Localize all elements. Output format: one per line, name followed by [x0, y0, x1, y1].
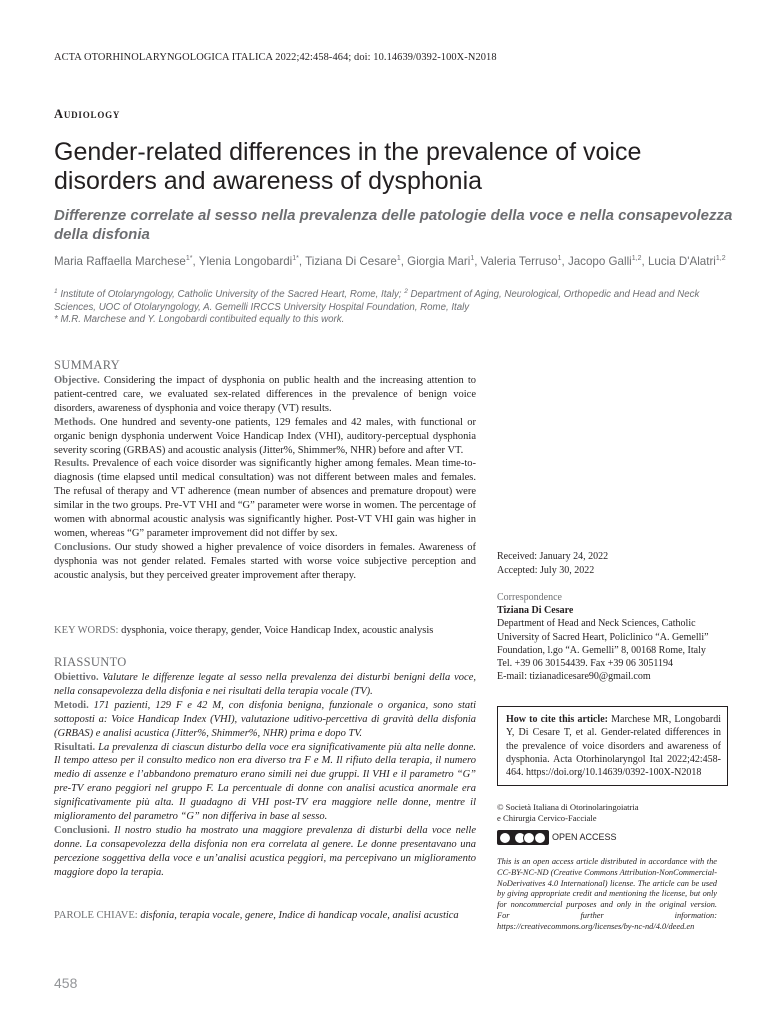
- summary-body: Objective. Considering the impact of dysphonia on public health and the increasing attention to patient-centred care, we evaluated sex-related differences in the prevalence of benign voice disorders, awareness of dysphonia and voice therapy (VT) results. Methods. One hundred and seventy-one patients, 129 females and 42 males, with functional or organic benign dysphonia underwent Voice Handicap Index (VHI), auditory-perceptual dysphonia severity scoring (GRBAS) and acoustic analysis (Jitter%, Shimmer%, NHR) before and after VT. Results. Prevalence of each voice disorder was significantly higher among females. Mean time-to-diagnosis (time elapsed until medical consultation) was not different between males and females. The refusal of therapy and VT adherence (mean number of absences and premature dropout) were similar in the two groups. Pre-VT VHI and “G” parameter were worse in women. The percentage of women with abnormal acoustic analysis was significantly higher. Post-VT VHI gain was higher in women, whereas “G” parameter improvement did not differ by sex. Conclusions. Our study showed a higher prevalence of voice disorders in females. Awareness of dysphonia was not gender related. Females started with worse voice subjective perception and acoustic analysis, but they perceived greater improvement after therapy.: [54, 375, 476, 581]
- author: Ylenia Longobardi$^{1*}$,: [198, 254, 306, 268]
- how-to-cite-box: How to cite this article: Marchese MR, Longobardi Y, Di Cesare T, et al. Gender-related differences in the prevalence of voice disorders and awareness of dysphonia. Acta Otorhinolaryngol Ital 2022;42:458-464. https://doi.org/10.14639/0392-100X-N2018: [497, 706, 728, 786]
- section-label: Audiology: [54, 107, 121, 121]
- riassunto-heading: RIASSUNTO: [54, 655, 127, 669]
- parole-chiave: PAROLE CHIAVE: disfonia, terapia vocale, genere, Indice di handicap vocale, analisi acustica: [54, 910, 459, 921]
- correspondence-address: Department of Head and Neck Sciences, Catholic University of Sacred Heart, Policlinico “A. Gemelli” Foundation, l.go “A. Gemelli” 8, 00168 Rome, Italy: [497, 618, 709, 656]
- correspondence-phone: Tel. +39 06 30154439. Fax +39 06 3051194: [497, 658, 674, 670]
- article-title: Gender-related differences in the prevalence of voice disorders and awareness of dysphonia: [54, 138, 642, 195]
- correspondence-heading: Correspondence: [497, 592, 562, 603]
- correspondence-name: Tiziana Di Cesare: [497, 605, 574, 617]
- affiliations: $^1$ Institute of Otolaryngology, Catholic University of the Sacred Heart, Rome, Italy; $^2$ Department of Aging, Neurological, Orthopedic and Head and Neck Sciences, UOC of Otolaryngology, A. Gemelli IRCCS University Hospital Foundation, Rome, Italy * M.R. Marchese and Y. Longobardi contibuited equally to this work.: [54, 288, 700, 326]
- open-access-label: OPEN ACCESS: [552, 832, 617, 842]
- article-subtitle: Differenze correlate al sesso nella prevalenza delle patologie della voce e nella consapevolezza della disfonia: [54, 207, 733, 243]
- author: Jacopo Galli$^{1,2}$,: [567, 254, 648, 268]
- equal-contribution-note: * M.R. Marchese and Y. Longobardi contibuited equally to this work.: [54, 314, 345, 326]
- cc-by-nc-nd-icon[interactable]: [497, 830, 549, 845]
- page-number: 458: [54, 975, 78, 991]
- author: Giorgia Mari$^1$,: [407, 254, 481, 268]
- riassunto-body: Obiettivo. Valutare le differenze legate al sesso nella prevalenza dei disturbi benigni della voce, nella consapevolezza della disfonia e nei risultati della terapia vocale (TV). Metodi. 171 pazienti, 129 F e 42 M, con disfonia benigna, funzionale o organica, sono stati sottoposti a: Voice Handicap Index (VHI), valutazione uditivo-percettiva di gravità della disfonia (GRBAS) e analisi acustica (Jitter%, Shimmer%, NHR) prima e dopo TV. Risultati. La prevalenza di ciascun disturbo della voce era significativamente più alta nelle donne. Il tempo atteso per il consulto medico non era diverso tra F e M. Il rifiuto della terapia, il numero medio di assenze e l’abbandono prematuro erano simili nei due gruppi. Il VHI e il parametro “G” pre-TV erano peggiori nel gruppo F. La percentuale di donne con analisi acustica anormale era significativamente più alta. Il guadagno di VHI post-TV era maggiore nelle donne, mentre il miglioramento del parametro “G” non differiva in base al sesso. Conclusioni. Il nostro studio ha mostrato una maggiore prevalenza di disturbi della voce nelle donne. La consapevolezza della disfonia non era correlata al genere. Le donne presentavano una percezione soggettiva della voce e un’analisi acustica peggiori, ma percepivano un miglioramento maggiore dopo la terapia.: [54, 672, 476, 878]
- correspondence-email[interactable]: E-mail: tizianadicesare90@gmail.com: [497, 671, 651, 683]
- correspondence: [497, 591, 717, 683]
- journal-header: ACTA OTORHINOLARYNGOLOGICA ITALICA 2022;42:458-464; doi: 10.14639/0392-100X-N2018: [54, 52, 497, 63]
- author-list: [54, 251, 734, 269]
- author: Valeria Terruso$^1$,: [480, 254, 568, 268]
- received-date: Received: January 24, 2022: [497, 551, 609, 562]
- keywords: KEY WORDS: dysphonia, voice therapy, gender, Voice Handicap Index, acoustic analysis: [54, 625, 434, 636]
- author: Maria Raffaella Marchese$^{1*}$,: [54, 254, 199, 268]
- author: Tiziana Di Cesare$^1$,: [305, 254, 408, 268]
- license-text: This is an open access article distributed in accordance with the CC-BY-NC-ND (Creative Commons Attribution-NonCommercial-NoDerivatives 4.0 International) license. The article can be used by giving appropriate credit and mentioning the license, but only for noncommercial purposes and only in the original version. For further information: https://creativecommons.org/licenses/by-nc-nd/4.0/deed.en: [497, 857, 717, 931]
- copyright: © Società Italiana di Otorinolaringoiatria e Chirurgia Cervico-Facciale: [497, 802, 639, 824]
- author: Lucia D'Alatri$^{1,2}$: [647, 254, 726, 268]
- summary-heading: SUMMARY: [54, 358, 121, 372]
- article-dates: [497, 550, 608, 578]
- accepted-date: Accepted: July 30, 2022: [497, 565, 595, 576]
